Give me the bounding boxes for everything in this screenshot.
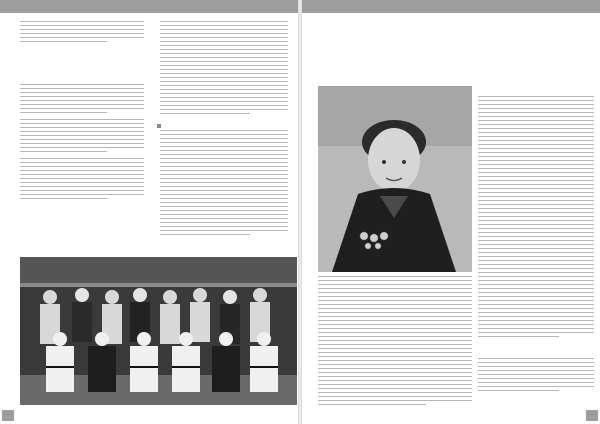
right-column-2-lower [478,358,594,394]
portrait-photo [318,86,472,272]
left-page [0,0,298,424]
left-column-1-body [20,84,144,202]
right-header-bar [302,0,600,13]
group-photo [20,257,297,405]
right-page [302,0,600,424]
left-page-number [2,410,14,421]
author-caption [476,336,592,338]
bullet-square-icon [157,124,161,128]
right-column-1 [318,276,472,408]
right-column-2 [478,96,594,340]
left-header-bar [0,0,298,13]
right-page-number [586,410,598,421]
body-text-block [20,21,144,42]
left-column-1 [20,21,144,45]
left-column-2 [160,21,288,117]
left-column-2-lower [160,130,288,238]
